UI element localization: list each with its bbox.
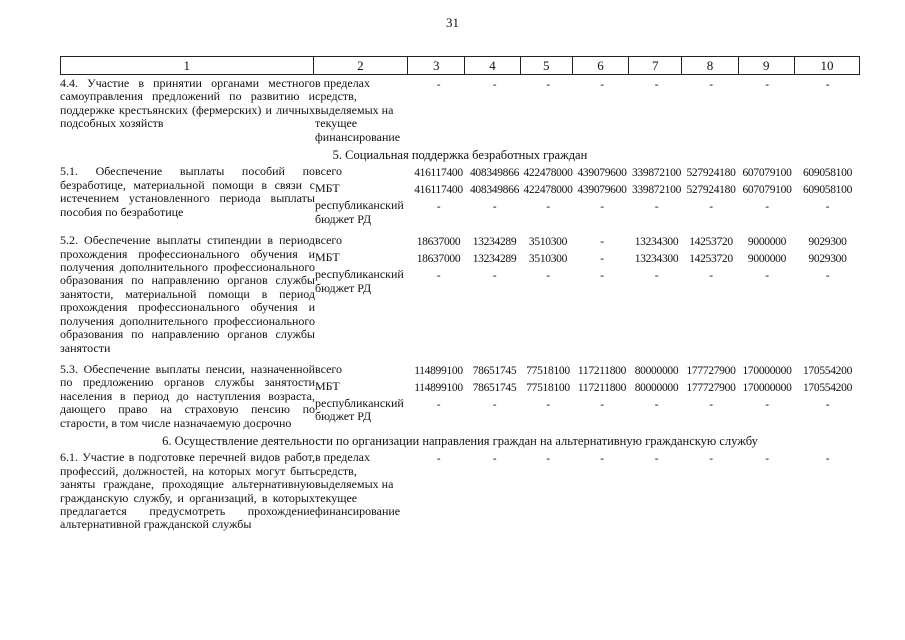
- value-cell: 408349866: [469, 184, 520, 197]
- row-source: республиканский бюджет РД: [315, 396, 404, 424]
- value-cell: 114899100: [414, 382, 463, 395]
- value-cell: -: [546, 79, 550, 92]
- value-cell: 13234289: [472, 253, 517, 266]
- table-row-5-1: [60, 165, 860, 226]
- value-cell: -: [654, 270, 659, 283]
- value-cell: 3510300: [528, 236, 568, 249]
- value-cell: -: [546, 270, 550, 283]
- row-source: всего: [315, 233, 343, 248]
- value-cell: -: [825, 399, 830, 412]
- row-source: всего: [315, 362, 343, 376]
- value-cell: 78651745: [472, 365, 517, 378]
- value-cell: -: [654, 201, 659, 214]
- value-cell: -: [825, 79, 830, 92]
- row-source: МБТ: [315, 379, 340, 393]
- value-cell: 13234300: [634, 253, 679, 266]
- row-source-list: [315, 234, 410, 295]
- row-source-list: [315, 363, 410, 424]
- value-cell: -: [765, 270, 769, 283]
- value-cell: -: [654, 399, 659, 412]
- header-col-5: 5: [520, 57, 572, 74]
- value-cell: 80000000: [634, 382, 679, 395]
- row-source: в пределах средств, выделяемых на текущее финансирование: [315, 76, 401, 144]
- value-cell: 9029300: [808, 236, 847, 249]
- header-col-6: 6: [572, 57, 628, 74]
- value-cell: -: [600, 253, 604, 266]
- value-cell: -: [546, 453, 550, 466]
- table-header-row: [60, 56, 860, 75]
- value-cell: 408349866: [469, 167, 520, 180]
- value-cell: 77518100: [526, 365, 570, 378]
- section-heading-6: 6. Осуществление деятельности по организации направления граждан на альтернативную гражданскую службу: [162, 434, 758, 449]
- value-cell: 9000000: [747, 236, 787, 249]
- row-description: 4.4. Участие в принятии органами местного самоуправления предложений по развитию и поддержке крестьянских (фермерских) и личных подсобных хозяйств: [60, 76, 315, 131]
- header-col-8: 8: [681, 57, 737, 74]
- header-col-3: 3: [407, 57, 464, 74]
- page-number: 31: [446, 15, 459, 30]
- value-cell: 527924180: [686, 167, 736, 180]
- value-cell: 177727900: [686, 365, 736, 378]
- value-cell: 170000000: [742, 382, 792, 395]
- value-cell: 78651745: [472, 382, 517, 395]
- value-cell: 18637000: [416, 253, 461, 266]
- value-cell: 527924180: [686, 184, 736, 197]
- row-values: [410, 451, 860, 468]
- value-cell: -: [825, 270, 830, 283]
- value-cell: -: [709, 399, 713, 412]
- row-source: МБТ: [315, 250, 340, 265]
- value-cell: -: [492, 79, 497, 92]
- value-cell: 170000000: [742, 365, 792, 378]
- budget-table: [60, 56, 860, 532]
- value-cell: 422478000: [523, 167, 573, 180]
- row-source: в пределах средств, выделяемых на текущее финансирование: [315, 450, 401, 518]
- row-source: республиканский бюджет РД: [315, 267, 404, 295]
- table-row-6-1: [60, 451, 860, 532]
- row-values: [410, 77, 860, 94]
- value-cell: 14253720: [689, 236, 733, 249]
- value-cell: -: [436, 201, 441, 214]
- value-cell: -: [600, 201, 604, 214]
- value-cell: 439079600: [577, 167, 627, 180]
- header-col-2: 2: [313, 57, 408, 74]
- value-cell: -: [492, 201, 497, 214]
- value-cell: -: [709, 453, 713, 466]
- value-cell: -: [709, 270, 713, 283]
- value-cell: 609058100: [802, 167, 853, 180]
- row-source: всего: [315, 164, 343, 179]
- value-cell: -: [600, 270, 604, 283]
- value-cell: -: [546, 201, 550, 214]
- value-cell: 339872100: [631, 184, 682, 197]
- row-values: [410, 363, 860, 414]
- table-row-5-2: [60, 234, 860, 355]
- value-cell: -: [600, 79, 604, 92]
- header-col-1: 1: [60, 57, 313, 74]
- value-cell: 80000000: [634, 365, 679, 378]
- value-cell: 339872100: [631, 167, 682, 180]
- value-cell: -: [654, 79, 659, 92]
- value-cell: -: [600, 399, 604, 412]
- value-cell: -: [765, 399, 769, 412]
- header-col-9: 9: [738, 57, 794, 74]
- value-cell: 117211800: [577, 365, 627, 378]
- value-cell: 13234289: [472, 236, 517, 249]
- value-cell: 439079600: [577, 184, 627, 197]
- value-cell: -: [492, 453, 497, 466]
- value-cell: -: [492, 270, 497, 283]
- value-cell: 14253720: [689, 253, 733, 266]
- value-cell: -: [436, 79, 441, 92]
- value-cell: 607079100: [742, 184, 792, 197]
- value-cell: -: [765, 79, 769, 92]
- value-cell: -: [765, 453, 769, 466]
- row-source: МБТ: [315, 181, 340, 196]
- header-col-4: 4: [464, 57, 519, 74]
- value-cell: 9029300: [808, 253, 847, 266]
- value-cell: 422478000: [523, 184, 573, 197]
- row-source: республиканский бюджет РД: [315, 198, 404, 226]
- value-cell: 9000000: [747, 253, 787, 266]
- value-cell: 13234300: [634, 236, 679, 249]
- row-source-list: [315, 165, 410, 226]
- value-cell: 609058100: [802, 184, 853, 197]
- value-cell: 114899100: [414, 365, 463, 378]
- value-cell: 170554200: [802, 382, 853, 395]
- value-cell: 170554200: [802, 365, 853, 378]
- value-cell: 416117400: [414, 184, 463, 197]
- header-col-7: 7: [628, 57, 681, 74]
- value-cell: 416117400: [414, 167, 463, 180]
- value-cell: -: [654, 453, 659, 466]
- value-cell: -: [709, 201, 713, 214]
- value-cell: -: [436, 270, 441, 283]
- value-cell: -: [600, 236, 604, 249]
- table-row-4-4: [60, 77, 860, 144]
- row-description: 5.1. Обеспечение выплаты пособий по безработице, материальной помощи в связи с истечением установленного периода выплаты пособия по безработице: [60, 164, 315, 219]
- section-heading-5: 5. Социальная поддержка безработных граждан: [332, 148, 588, 163]
- value-cell: 77518100: [526, 382, 570, 395]
- row-description: 6.1. Участие в подготовке перечней видов работ, профессий, должностей, на которых могут быть заняты граждане, проходящие альтернативную гражданскую службу, и организаций, в которых предлагается предусмотреть прохождение альтернативной гражданской службы: [60, 450, 315, 532]
- value-cell: -: [825, 201, 830, 214]
- value-cell: -: [709, 79, 713, 92]
- row-description: 5.2. Обеспечение выплаты стипендии в период прохождения профессионального обучения и получения дополнительного профессионального образования по направлению органов службы занятости, материальной помощи в период прохождения профессионального обучения и получения дополнительного профессионального образования по направлению органов службы занятости: [60, 233, 315, 355]
- value-cell: -: [765, 201, 769, 214]
- value-cell: 3510300: [528, 253, 568, 266]
- value-cell: 117211800: [577, 382, 627, 395]
- row-values: [410, 234, 860, 285]
- value-cell: -: [600, 453, 604, 466]
- row-description: 5.3. Обеспечение выплаты пенсии, назначенной по предложению органов службы занятости населения в период до наступления возраста, дающего право на страховую пенсию по старости, в том числе назначаемую досрочно: [60, 362, 315, 430]
- value-cell: -: [436, 453, 441, 466]
- value-cell: 18637000: [416, 236, 461, 249]
- value-cell: -: [825, 453, 830, 466]
- header-col-10: 10: [794, 57, 860, 74]
- row-values: [410, 165, 860, 216]
- value-cell: 607079100: [742, 167, 792, 180]
- value-cell: -: [546, 399, 550, 412]
- value-cell: -: [492, 399, 497, 412]
- table-row-5-3: [60, 363, 860, 430]
- value-cell: -: [436, 399, 441, 412]
- value-cell: 177727900: [686, 382, 736, 395]
